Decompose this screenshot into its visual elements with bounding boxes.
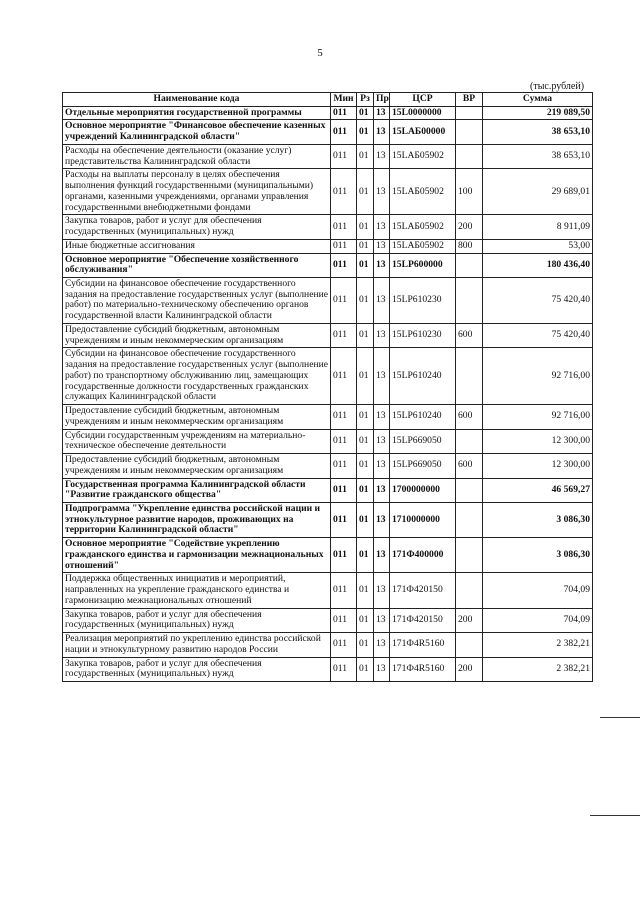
cell-name: Субсидии государственным учреждениям на материально-техническое обеспечение деятельности	[63, 429, 331, 453]
cell-sum: 46 569,27	[483, 478, 593, 502]
cell-vr: 200	[456, 215, 483, 239]
table-row	[63, 608, 593, 632]
cell-name: Закупка товаров, работ и услуг для обеспечения государственных (муниципальных) нужд	[63, 608, 331, 632]
table-row	[63, 215, 593, 239]
cell-rz: 01	[357, 106, 374, 120]
table-row	[63, 538, 593, 573]
cell-pr: 13	[374, 538, 390, 573]
cell-sum: 2 382,21	[483, 633, 593, 657]
cell-csr: 1710000000	[390, 502, 456, 537]
cell-min: 011	[331, 405, 357, 429]
cell-pr: 13	[374, 348, 390, 405]
cell-pr: 13	[374, 573, 390, 608]
cell-pr: 13	[374, 657, 390, 681]
table-row	[63, 239, 593, 253]
cell-rz: 01	[357, 657, 374, 681]
cell-min: 011	[331, 169, 357, 215]
cell-vr	[456, 429, 483, 453]
cell-csr: 15LАБ05902	[390, 169, 456, 215]
margin-rule	[590, 815, 640, 816]
cell-sum: 38 653,10	[483, 120, 593, 144]
cell-sum: 12 300,00	[483, 454, 593, 478]
cell-sum: 92 716,00	[483, 348, 593, 405]
cell-name: Поддержка общественных инициатив и мероприятий, направленных на укрепление гражданского единства и гармонизацию межнациональных отношений	[63, 573, 331, 608]
cell-vr: 200	[456, 657, 483, 681]
cell-csr: 15LP669050	[390, 454, 456, 478]
cell-min: 011	[331, 144, 357, 168]
cell-name: Подпрограмма "Укрепление единства российской нации и этнокультурное развитие народов, проживающих на территории Калининградской области"	[63, 502, 331, 537]
cell-sum: 12 300,00	[483, 429, 593, 453]
cell-vr	[456, 348, 483, 405]
cell-csr: 15LАБ05902	[390, 215, 456, 239]
cell-sum: 8 911,09	[483, 215, 593, 239]
cell-pr: 13	[374, 106, 390, 120]
cell-csr: 15LP669050	[390, 429, 456, 453]
budget-table	[62, 92, 593, 682]
header-rz: Рз	[357, 93, 374, 107]
cell-vr	[456, 478, 483, 502]
cell-rz: 01	[357, 478, 374, 502]
cell-csr: 171Ф420150	[390, 608, 456, 632]
table-row	[63, 405, 593, 429]
table-row	[63, 657, 593, 681]
cell-sum: 53,00	[483, 239, 593, 253]
cell-sum: 704,09	[483, 573, 593, 608]
cell-csr: 15LP610230	[390, 323, 456, 347]
cell-min: 011	[331, 106, 357, 120]
cell-csr: 15LP610230	[390, 278, 456, 324]
cell-pr: 13	[374, 405, 390, 429]
cell-pr: 13	[374, 120, 390, 144]
table-row	[63, 144, 593, 168]
cell-rz: 01	[357, 633, 374, 657]
cell-rz: 01	[357, 538, 374, 573]
cell-name: Основное мероприятие "Обеспечение хозяйственного обслуживания"	[63, 253, 331, 277]
cell-min: 011	[331, 348, 357, 405]
cell-csr: 15LP600000	[390, 253, 456, 277]
cell-vr	[456, 106, 483, 120]
cell-name: Закупка товаров, работ и услуг для обеспечения государственных (муниципальных) нужд	[63, 657, 331, 681]
cell-csr: 171Ф4R5160	[390, 633, 456, 657]
cell-sum: 219 089,50	[483, 106, 593, 120]
cell-min: 011	[331, 278, 357, 324]
table-row	[63, 253, 593, 277]
header-csr: ЦСР	[390, 93, 456, 107]
cell-rz: 01	[357, 120, 374, 144]
cell-csr: 171Ф400000	[390, 538, 456, 573]
cell-csr: 15LАБ05902	[390, 239, 456, 253]
cell-rz: 01	[357, 169, 374, 215]
cell-min: 011	[331, 538, 357, 573]
cell-sum: 2 382,21	[483, 657, 593, 681]
cell-pr: 13	[374, 608, 390, 632]
cell-vr	[456, 120, 483, 144]
table-row	[63, 120, 593, 144]
cell-rz: 01	[357, 253, 374, 277]
cell-min: 011	[331, 215, 357, 239]
cell-csr: 171Ф420150	[390, 573, 456, 608]
cell-name: Расходы на выплаты персоналу в целях обеспечения выполнения функций государственными (муниципальными) органами, казенными учреждениями, органами управления государственными внебюджетными фондами	[63, 169, 331, 215]
cell-min: 011	[331, 502, 357, 537]
header-min: Мин	[331, 93, 357, 107]
table-row	[63, 454, 593, 478]
cell-min: 011	[331, 323, 357, 347]
table-body	[63, 106, 593, 681]
table-row	[63, 169, 593, 215]
cell-vr: 600	[456, 405, 483, 429]
cell-min: 011	[331, 253, 357, 277]
cell-pr: 13	[374, 429, 390, 453]
header-sum: Сумма	[483, 93, 593, 107]
cell-min: 011	[331, 478, 357, 502]
cell-vr	[456, 502, 483, 537]
cell-pr: 13	[374, 253, 390, 277]
cell-sum: 29 689,01	[483, 169, 593, 215]
table-row	[63, 278, 593, 324]
cell-pr: 13	[374, 323, 390, 347]
cell-vr	[456, 278, 483, 324]
cell-sum: 38 653,10	[483, 144, 593, 168]
cell-vr	[456, 538, 483, 573]
cell-sum: 75 420,40	[483, 278, 593, 324]
table-row	[63, 323, 593, 347]
cell-rz: 01	[357, 429, 374, 453]
cell-vr	[456, 573, 483, 608]
cell-name: Расходы на обеспечение деятельности (оказание услуг) представительства Калининградской области	[63, 144, 331, 168]
cell-sum: 92 716,00	[483, 405, 593, 429]
table-header-row	[63, 93, 593, 107]
header-pr: Пр	[374, 93, 390, 107]
cell-csr: 15LP610240	[390, 405, 456, 429]
header-name: Наименование кода	[63, 93, 331, 107]
cell-vr	[456, 633, 483, 657]
cell-pr: 13	[374, 144, 390, 168]
table-row	[63, 478, 593, 502]
margin-rule	[600, 717, 640, 718]
cell-csr: 15LАБ00000	[390, 120, 456, 144]
cell-name: Предоставление субсидий бюджетным, автономным учреждениям и иным некоммерческим организациям	[63, 454, 331, 478]
cell-pr: 13	[374, 215, 390, 239]
cell-name: Государственная программа Калининградской области "Развитие гражданского общества"	[63, 478, 331, 502]
cell-pr: 13	[374, 502, 390, 537]
table-row	[63, 106, 593, 120]
cell-rz: 01	[357, 454, 374, 478]
cell-vr: 600	[456, 323, 483, 347]
cell-vr: 800	[456, 239, 483, 253]
cell-name: Закупка товаров, работ и услуг для обеспечения государственных (муниципальных) нужд	[63, 215, 331, 239]
cell-sum: 3 086,30	[483, 502, 593, 537]
cell-pr: 13	[374, 169, 390, 215]
cell-pr: 13	[374, 239, 390, 253]
cell-rz: 01	[357, 608, 374, 632]
cell-sum: 75 420,40	[483, 323, 593, 347]
cell-pr: 13	[374, 478, 390, 502]
cell-rz: 01	[357, 405, 374, 429]
cell-vr: 600	[456, 454, 483, 478]
cell-csr: 15LАБ05902	[390, 144, 456, 168]
units-label: (тыс.рублей)	[530, 81, 585, 92]
cell-vr	[456, 253, 483, 277]
cell-rz: 01	[357, 573, 374, 608]
cell-rz: 01	[357, 502, 374, 537]
table-row	[63, 429, 593, 453]
cell-csr: 1700000000	[390, 478, 456, 502]
cell-sum: 3 086,30	[483, 538, 593, 573]
table-row	[63, 633, 593, 657]
cell-sum: 180 436,40	[483, 253, 593, 277]
cell-min: 011	[331, 608, 357, 632]
cell-vr	[456, 144, 483, 168]
cell-min: 011	[331, 573, 357, 608]
cell-name: Отдельные мероприятия государственной программы	[63, 106, 331, 120]
table-row	[63, 348, 593, 405]
cell-name: Субсидии на финансовое обеспечение государственного задания на предоставление государственных услуг (выполнение работ) по транспортному обслуживанию лиц, замещающих государственные должности государственных гражданских служащих Калининградской области	[63, 348, 331, 405]
cell-sum: 704,09	[483, 608, 593, 632]
cell-csr: 15LP610240	[390, 348, 456, 405]
cell-min: 011	[331, 454, 357, 478]
cell-min: 011	[331, 429, 357, 453]
cell-csr: 171Ф4R5160	[390, 657, 456, 681]
cell-pr: 13	[374, 278, 390, 324]
page-number: 5	[317, 47, 323, 59]
table-row	[63, 502, 593, 537]
cell-vr: 100	[456, 169, 483, 215]
cell-rz: 01	[357, 278, 374, 324]
cell-name: Основное мероприятие "Содействие укреплению гражданского единства и гармонизации межнациональных отношений"	[63, 538, 331, 573]
cell-name: Реализация мероприятий по укреплению единства российской нации и этнокультурному развитию народов России	[63, 633, 331, 657]
cell-rz: 01	[357, 348, 374, 405]
cell-name: Предоставление субсидий бюджетным, автономным учреждениям и иным некоммерческим организациям	[63, 323, 331, 347]
cell-name: Иные бюджетные ассигнования	[63, 239, 331, 253]
cell-name: Предоставление субсидий бюджетным, автономным учреждениям и иным некоммерческим организациям	[63, 405, 331, 429]
cell-name: Субсидии на финансовое обеспечение государственного задания на предоставление государственных услуг (выполнение работ) по материально-техническому обеспечению органов государственной власти Калининградской области	[63, 278, 331, 324]
cell-name: Основное мероприятие "Финансовое обеспечение казенных учреждений Калининградской области"	[63, 120, 331, 144]
cell-rz: 01	[357, 239, 374, 253]
header-vr: ВР	[456, 93, 483, 107]
cell-pr: 13	[374, 633, 390, 657]
table-row	[63, 573, 593, 608]
cell-rz: 01	[357, 323, 374, 347]
cell-min: 011	[331, 120, 357, 144]
cell-rz: 01	[357, 144, 374, 168]
cell-min: 011	[331, 239, 357, 253]
cell-csr: 15L0000000	[390, 106, 456, 120]
cell-rz: 01	[357, 215, 374, 239]
cell-min: 011	[331, 657, 357, 681]
cell-vr: 200	[456, 608, 483, 632]
cell-min: 011	[331, 633, 357, 657]
cell-pr: 13	[374, 454, 390, 478]
